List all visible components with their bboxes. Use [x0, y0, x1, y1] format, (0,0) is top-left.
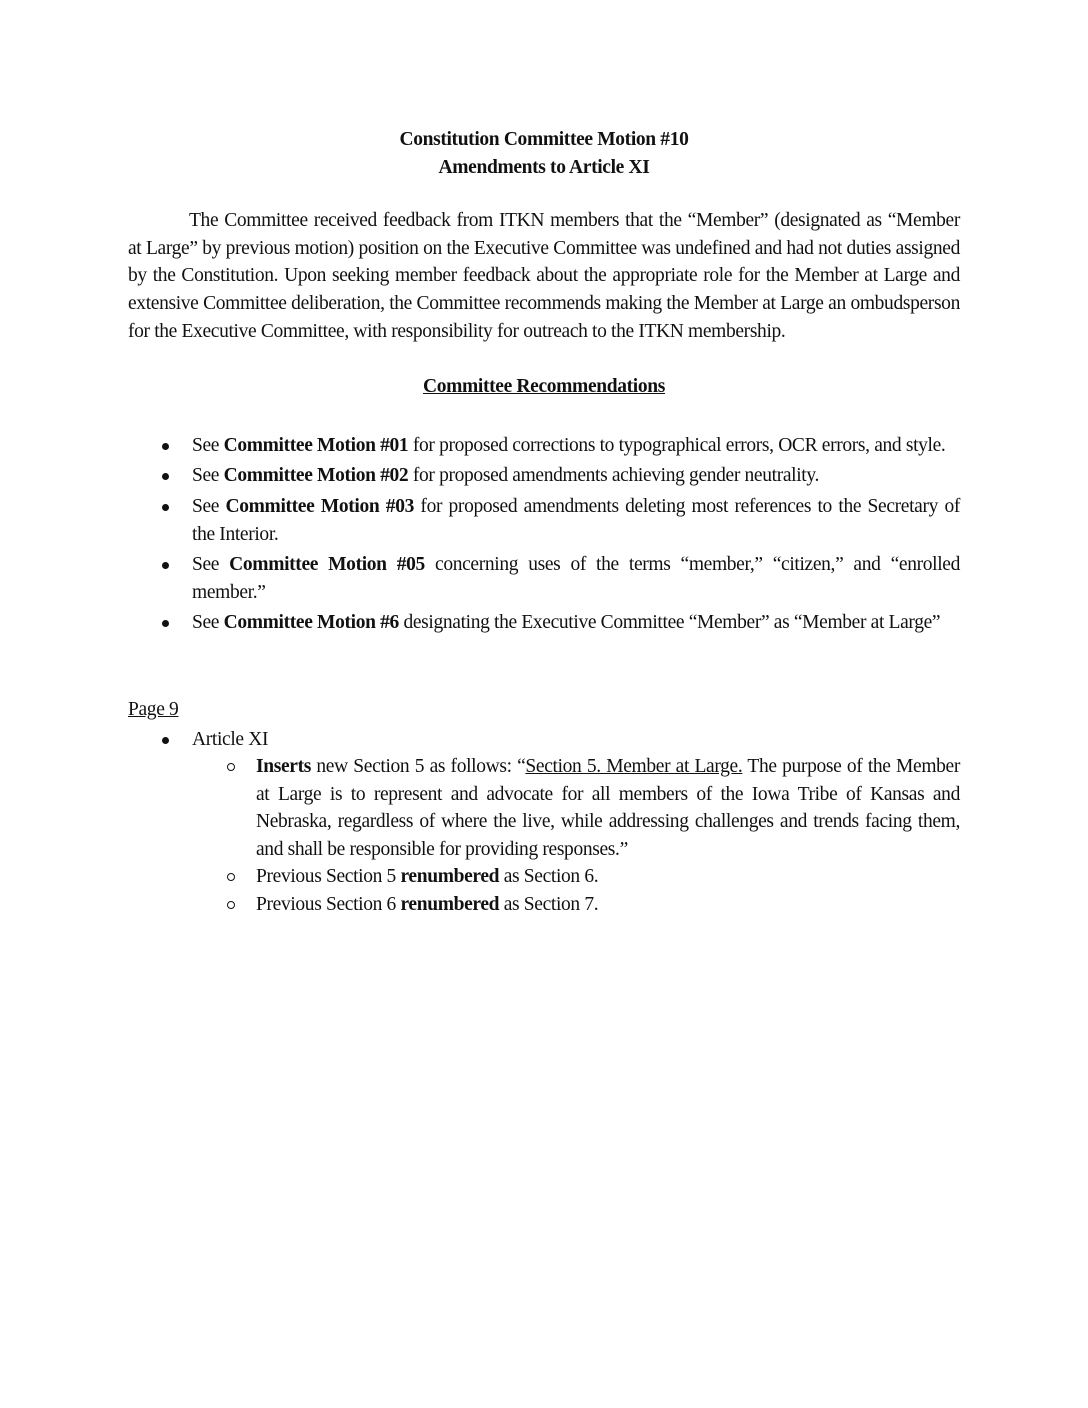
- bullet-icon: [162, 473, 169, 480]
- list-item: See Committee Motion #05 concerning uses of the terms “member,” “citizen,” and “enrolled member.”: [128, 551, 960, 606]
- recommendations-heading: Committee Recommendations: [423, 376, 665, 398]
- hollow-bullet-icon: [227, 901, 235, 909]
- bullet-icon: [162, 443, 169, 450]
- title-line-2: Amendments to Article XI: [438, 156, 650, 178]
- title-line-1: Constitution Committee Motion #10: [399, 129, 689, 150]
- renumber-change: Previous Section 6 renumbered as Section 7.: [192, 891, 960, 919]
- bullet-icon: [162, 562, 169, 569]
- document-title: [128, 126, 960, 181]
- article-label: Article XI: [192, 728, 269, 750]
- insert-change: Inserts new Section 5 as follows: “Section 5. Member at Large. The purpose of the Member at Large is to represent and advocate for all members of the Iowa Tribe of Kansas and Nebraska, regardless of where the live, while addressing challenges and trends facing them, and shall be responsible for providing responses.”: [192, 753, 960, 863]
- list-item: See Committee Motion #01 for proposed corrections to typographical errors, OCR errors, and style.: [128, 432, 960, 460]
- page-reference: Page 9: [128, 698, 179, 720]
- changes-list: [128, 726, 960, 919]
- recommendations-list: [128, 432, 960, 637]
- bullet-icon: [162, 620, 169, 627]
- hollow-bullet-icon: [227, 763, 235, 771]
- bullet-icon: [162, 737, 169, 744]
- section-title: Section 5. Member at Large.: [525, 756, 743, 778]
- list-item: See Committee Motion #6 designating the Executive Committee “Member” as “Member at Large”: [128, 609, 960, 637]
- intro-paragraph: The Committee received feedback from ITKN members that the “Member” (designated as “Member at Large” by previous motion) position on the Executive Committee was undefined and had not duties assigned by the Constitution. Upon seeking member feedback about the appropriate role for the Member at Large and extensive Committee deliberation, the Committee recommends making the Member at Large an ombudsperson for the Executive Committee, with responsibility for outreach to the ITKN membership.: [128, 210, 960, 342]
- hollow-bullet-icon: [227, 873, 235, 881]
- article-changes: [192, 753, 960, 919]
- list-item: See Committee Motion #03 for proposed amendments deleting most references to the Secretary of the Interior.: [128, 493, 960, 548]
- article-item: [128, 726, 960, 919]
- list-item: See Committee Motion #02 for proposed amendments achieving gender neutrality.: [128, 462, 960, 490]
- renumber-change: Previous Section 5 renumbered as Section 6.: [192, 863, 960, 891]
- bullet-icon: [162, 504, 169, 511]
- document-page: [128, 126, 960, 919]
